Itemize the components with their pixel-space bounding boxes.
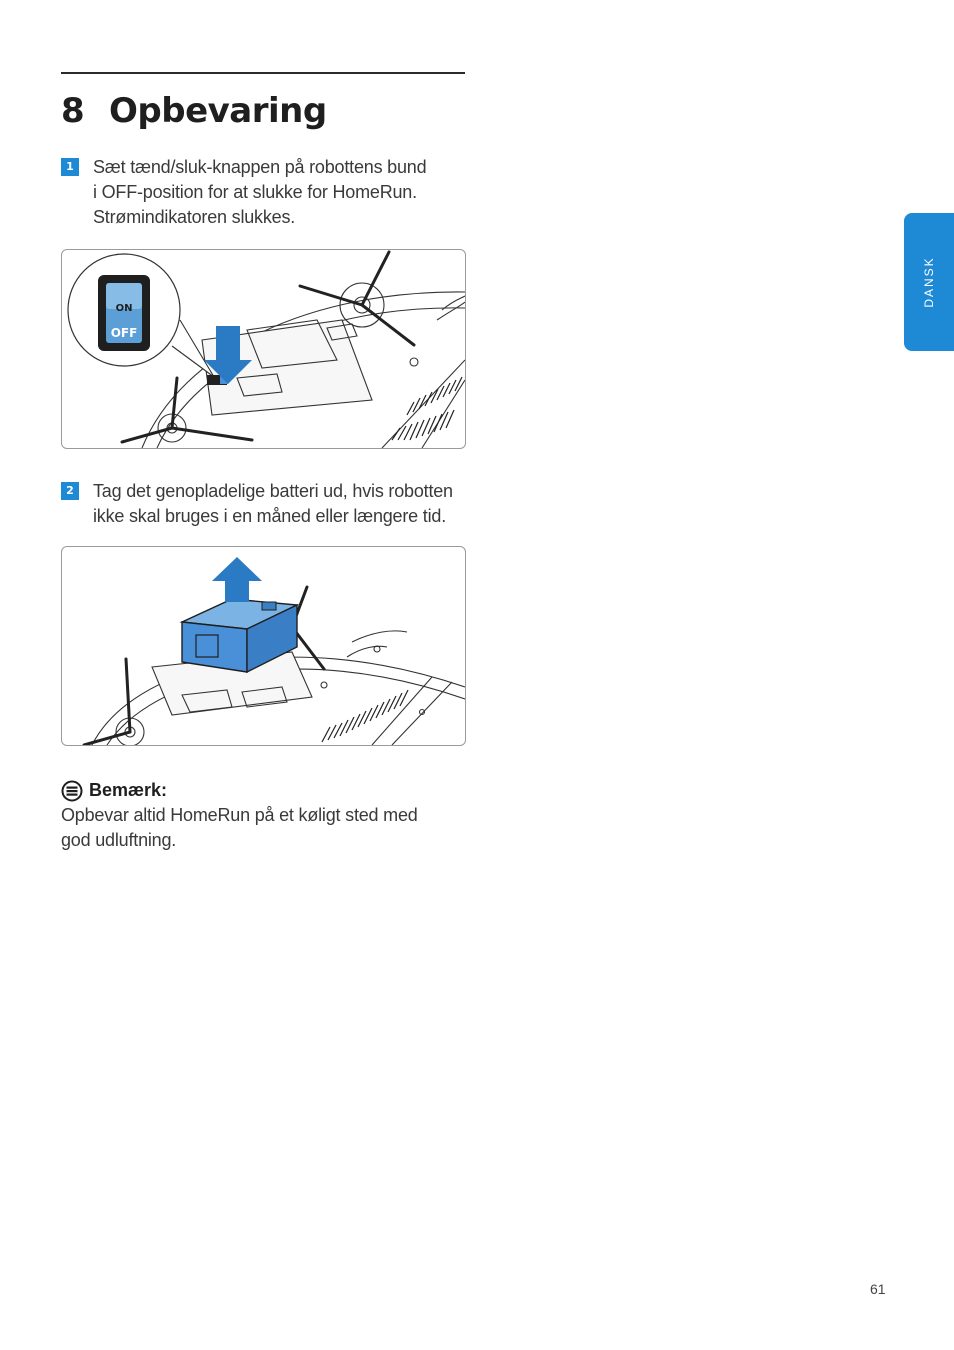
switch-on-label: ON [115,303,133,314]
step-1-line-2: i OFF-position for at slukke for HomeRun. [93,182,417,202]
chapter-title-text: Opbevaring [109,91,327,131]
step-2-line-1: Tag det genopladelige batteri ud, hvis robotten [93,481,453,501]
step-1-text [93,155,466,230]
step-1 [61,155,466,230]
note-heading [61,778,461,803]
note-icon [61,780,83,802]
arrow-up-icon [212,557,262,602]
page-number: 61 [870,1281,886,1297]
step-1-line-1: Sæt tænd/sluk-knappen på robottens bund [93,157,427,177]
step-2 [61,479,466,529]
top-rule [61,72,465,74]
step-number-badge: 2 [61,482,79,500]
robot-underside-illustration [62,250,465,448]
figure-battery-removal [61,546,466,746]
language-tab-label: DANSK [922,256,936,308]
chapter-title [61,88,327,134]
step-number-badge: 1 [61,158,79,176]
note-text [61,803,461,853]
note-label: Bemærk: [89,780,168,800]
battery-removal-illustration [62,547,465,745]
step-1-line-3: Strømindikatoren slukkes. [93,207,296,227]
switch-off-label: OFF [110,326,138,340]
chapter-number: 8 [61,91,85,131]
step-2-text [93,479,466,529]
figure-power-switch [61,249,466,449]
language-tab [904,213,954,351]
note-line-1: Opbevar altid HomeRun på et køligt sted med [61,805,418,825]
step-2-line-2: ikke skal bruges i en måned eller længere tid. [93,506,446,526]
note-line-2: god udluftning. [61,830,177,850]
note-block [61,778,461,853]
